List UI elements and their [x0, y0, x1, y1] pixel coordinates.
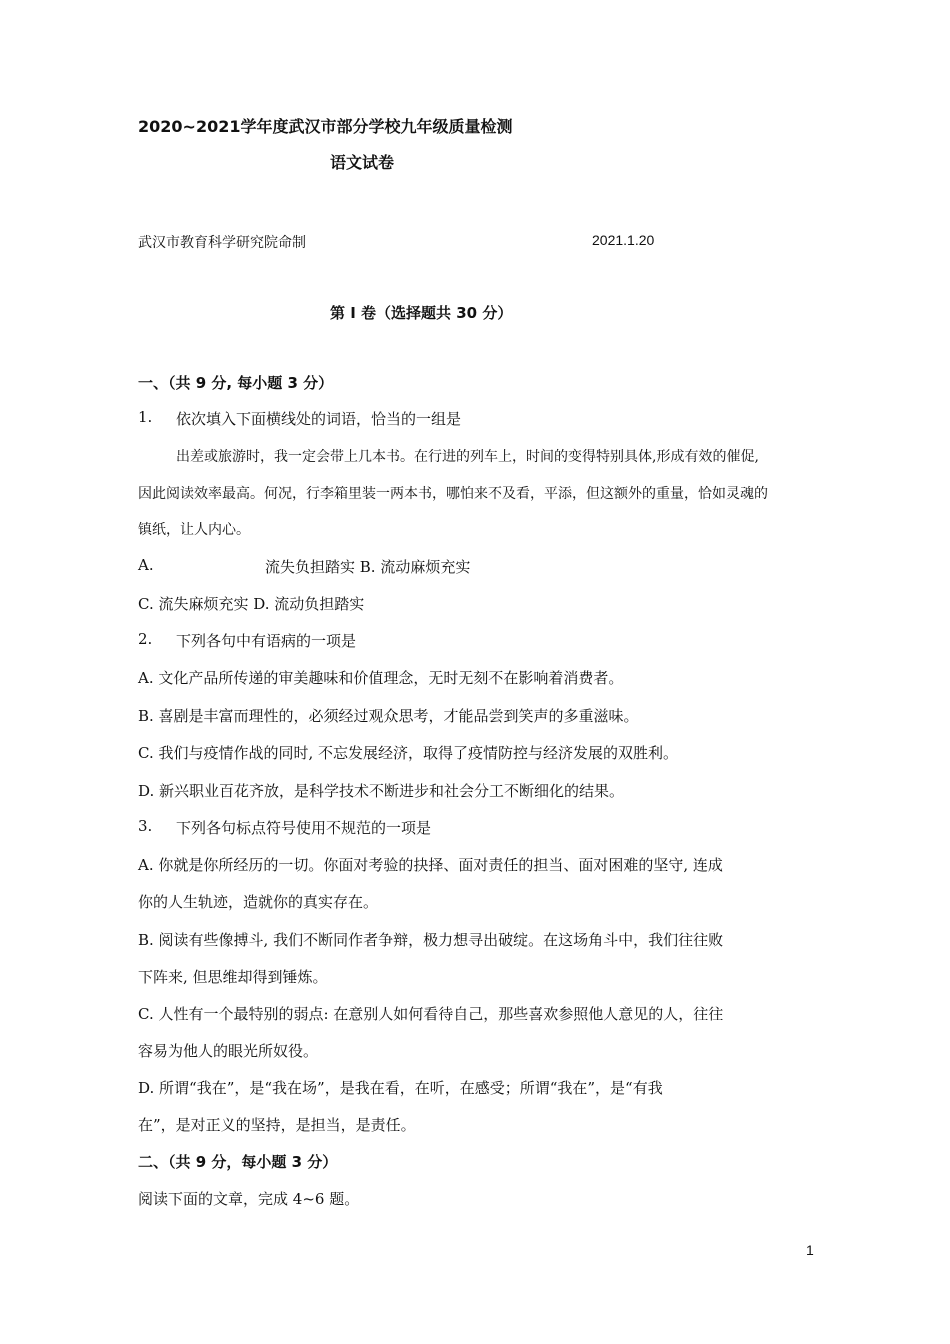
option-line: 下阵来, 但思维却得到锤炼。 — [138, 968, 328, 986]
section-heading: 一、（共 9 分, 每小题 3 分） — [138, 374, 334, 392]
exam-subtitle: 语文试卷 — [330, 153, 395, 172]
option-text: B. 喜剧是丰富而理性的，必须经过观众思考，才能品尝到笑声的多重滋味。 — [138, 707, 639, 725]
passage-line: 出差或旅游时，我一定会带上几本书。在行进的列车上，时间的变得特别具体,形成有效的催促, — [176, 449, 759, 465]
question-number: 1. — [138, 408, 153, 426]
option-line: 你的人生轨迹，造就你的真实存在。 — [138, 893, 379, 911]
issuer: 武汉市教育科学研究院命制 — [138, 235, 306, 251]
part-heading: 第 I 卷（选择题共 30 分） — [330, 304, 513, 322]
passage-line: 因此阅读效率最高。何况，行李箱里装一两本书，哪怕来不及看，平添，但这额外的重量，恰如灵魂的 — [138, 486, 768, 502]
passage-line: 镇纸，让人内心。 — [138, 522, 250, 538]
option-line: B. 阅读有些像搏斗, 我们不断同作者争辩，极力想寻出破绽。在这场角斗中，我们往往败 — [138, 931, 724, 949]
option-line: 在”，是对正义的坚持，是担当，是责任。 — [138, 1116, 416, 1134]
exam-title: 2020~2021学年度武汉市部分学校九年级质量检测 — [138, 117, 513, 136]
question-stem: 依次填入下面横线处的词语，恰当的一组是 — [176, 410, 462, 428]
section-heading: 二、（共 9 分，每小题 3 分） — [138, 1153, 338, 1171]
option-text: D. 新兴职业百花齐放，是科学技术不断进步和社会分工不断细化的结果。 — [138, 782, 625, 800]
option-line: D. 所谓“我在”，是“我在场”，是我在看，在听，在感受；所谓“我在”，是“有我 — [138, 1079, 663, 1097]
question-stem: 下列各句中有语病的一项是 — [176, 632, 357, 650]
option-text: C. 流失麻烦充实 D. 流动负担踏实 — [138, 595, 365, 613]
option-text: 流失负担踏实 B. 流动麻烦充实 — [265, 558, 471, 576]
question-number: 2. — [138, 630, 153, 648]
question-number: 3. — [138, 817, 153, 835]
option-label: A. — [138, 556, 154, 574]
exam-date: 2021.1.20 — [592, 232, 655, 248]
section-instruction: 阅读下面的文章，完成 4~6 题。 — [138, 1190, 360, 1208]
page-number: 1 — [806, 1242, 814, 1258]
option-text: A. 文化产品所传递的审美趣味和价值理念，无时无刻不在影响着消费者。 — [138, 669, 624, 687]
option-text: C. 我们与疫情作战的同时, 不忘发展经济，取得了疫情防控与经济发展的双胜利。 — [138, 744, 679, 762]
question-stem: 下列各句标点符号使用不规范的一项是 — [176, 819, 432, 837]
option-line: C. 人性有一个最特别的弱点: 在意别人如何看待自己，那些喜欢参照他人意见的人，往往 — [138, 1005, 724, 1023]
option-line: 容易为他人的眼光所奴役。 — [138, 1042, 319, 1060]
option-line: A. 你就是你所经历的一切。你面对考验的抉择、面对责任的担当、面对困难的坚守, 连成 — [138, 856, 723, 874]
